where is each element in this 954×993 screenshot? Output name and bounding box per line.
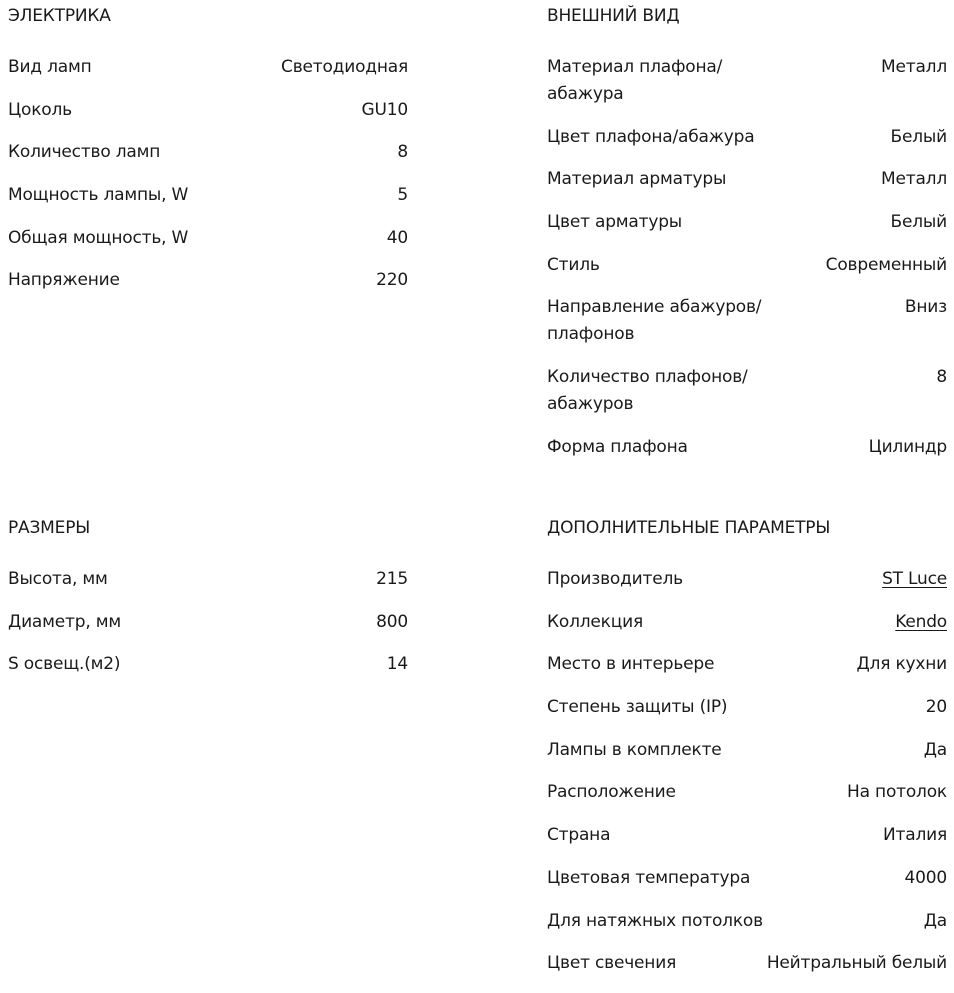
spec-row (8, 566, 408, 593)
spec-value: Италия (883, 825, 947, 846)
spec-label: Материал плафона/абажура (547, 57, 723, 104)
spec-row (547, 54, 947, 108)
spec-row (547, 694, 947, 721)
spec-label: Материал арматуры (547, 169, 727, 190)
spec-value: 40 (386, 227, 408, 248)
spec-value: 800 (376, 611, 408, 632)
spec-row (8, 651, 408, 678)
appearance-title: ВНЕШНИЙ ВИД (547, 6, 680, 26)
spec-row (547, 294, 947, 348)
spec-value: 8 (936, 367, 947, 388)
spec-row (547, 609, 947, 636)
spec-row (8, 609, 408, 636)
spec-value: Белый (890, 212, 947, 233)
spec-label: Коллекция (547, 611, 643, 632)
spec-value: Для кухни (856, 654, 947, 675)
spec-label: Количество ламп (8, 142, 161, 163)
spec-row (547, 737, 947, 764)
spec-label: Форма плафона (547, 436, 688, 457)
spec-label: Место в интерьере (547, 654, 715, 675)
dimensions-title: РАЗМЕРЫ (8, 518, 91, 538)
spec-row (547, 434, 947, 461)
spec-label: Цвет свечения (547, 953, 677, 974)
spec-row (547, 166, 947, 193)
spec-row (8, 182, 408, 209)
spec-value: Светодиодная (281, 57, 408, 77)
spec-row (547, 209, 947, 236)
spec-row (547, 252, 947, 279)
spec-value: 215 (376, 569, 408, 589)
spec-row (547, 865, 947, 892)
spec-label: Напряжение (8, 270, 120, 291)
spec-value: Металл (881, 169, 947, 190)
spec-value: Вниз (904, 297, 947, 318)
spec-label: Для натяжных потолков (547, 910, 763, 931)
spec-value: Нейтральный белый (766, 953, 947, 974)
spec-label: Расположение (547, 782, 676, 803)
spec-value: 20 (925, 697, 947, 718)
spec-value: 8 (397, 142, 408, 163)
spec-row (8, 225, 408, 252)
manufacturer-link[interactable]: ST Luce (882, 569, 947, 589)
spec-value: Металл (881, 57, 947, 77)
spec-row (547, 364, 947, 418)
spec-label: Мощность лампы, W (8, 185, 189, 206)
spec-row (547, 779, 947, 806)
spec-row (8, 54, 408, 81)
dimensions-section (8, 512, 408, 694)
spec-row (8, 267, 408, 294)
spec-label: Вид ламп (8, 57, 92, 77)
spec-label: Стиль (547, 254, 600, 275)
spec-label: Диаметр, мм (8, 611, 121, 632)
spec-row (547, 651, 947, 678)
spec-label: S освещ.(м2) (8, 654, 121, 675)
spec-value: 220 (376, 270, 408, 291)
spec-value: 5 (397, 185, 408, 206)
spec-row (547, 822, 947, 849)
spec-label: Производитель (547, 569, 683, 589)
spec-row (8, 97, 408, 124)
spec-label: Лампы в комплекте (547, 739, 722, 760)
spec-value: Современный (825, 254, 947, 275)
spec-value: Да (923, 739, 947, 760)
spec-row (547, 950, 947, 977)
spec-label: Направление абажуров/ плафонов (547, 297, 762, 345)
appearance-section (547, 0, 947, 477)
spec-label: Цвет плафона/абажура (547, 126, 755, 147)
spec-row (8, 139, 408, 166)
spec-value: На потолок (847, 782, 947, 803)
collection-link[interactable]: Kendo (895, 611, 947, 632)
electrics-section (8, 0, 408, 310)
spec-value: Цилиндр (868, 436, 947, 457)
spec-value: Белый (890, 126, 947, 147)
spec-label: Степень защиты (IP) (547, 697, 728, 718)
spec-value: 14 (386, 654, 408, 675)
spec-label: Общая мощность, W (8, 227, 189, 248)
spec-value: GU10 (361, 99, 408, 120)
electrics-title: ЭЛЕКТРИКА (8, 6, 111, 26)
spec-value: Да (923, 910, 947, 931)
spec-label: Цоколь (8, 99, 72, 120)
spec-label: Высота, мм (8, 569, 108, 589)
spec-value: 4000 (904, 867, 947, 888)
spec-label: Количество плафонов/ абажуров (547, 367, 748, 415)
spec-row (547, 566, 947, 593)
extra-params-section (547, 512, 947, 993)
spec-row (547, 908, 947, 935)
spec-row (547, 124, 947, 151)
spec-label: Цветовая температура (547, 867, 751, 888)
spec-label: Цвет арматуры (547, 212, 683, 233)
extra-params-title: ДОПОЛНИТЕЛЬНЫЕ ПАРАМЕТРЫ (547, 518, 831, 538)
spec-label: Страна (547, 825, 611, 846)
